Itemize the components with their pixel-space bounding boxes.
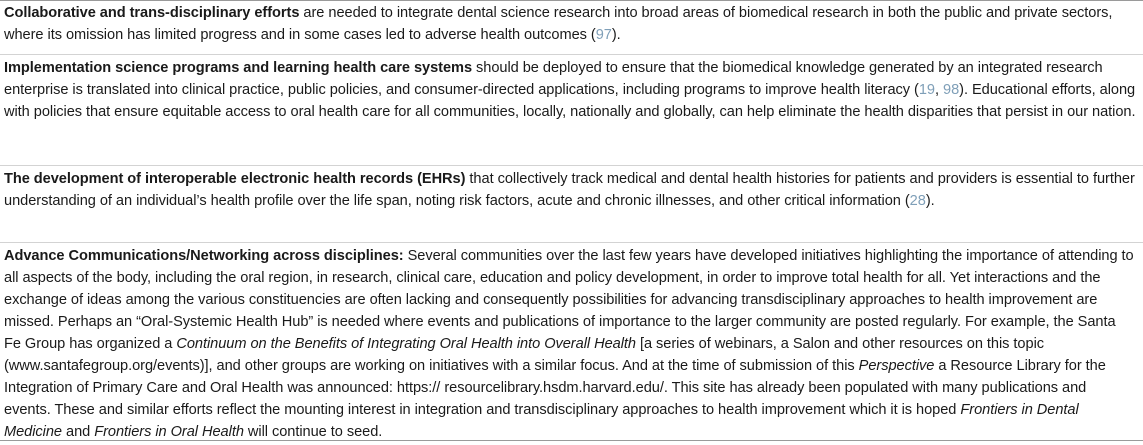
table-row-implementation-science — [4, 57, 1136, 123]
row-italic-title: Continuum on the Benefits of Integrating Oral Health into Overall Health — [176, 336, 636, 352]
table-row-interoperable-ehrs — [4, 168, 1136, 212]
table-top-rule — [0, 0, 1143, 1]
row-text: that collectively track medical and dental health histories for patients and providers is essential to further understanding of an individual’s health profile over the life span, noting risk factors, acute and chronic illnesses, and other critical information ( — [4, 171, 1135, 209]
table-bottom-rule — [0, 440, 1143, 441]
citation-link[interactable]: 19 — [918, 82, 935, 98]
citation-link[interactable]: 97 — [595, 27, 612, 43]
row-text: are needed to integrate dental science research into broad areas of biomedical research in both the public and private sectors, where its omission has limited progress and in some cases led to adverse health outcomes ( — [4, 5, 1113, 43]
row-italic-title: Frontiers in Oral Health — [94, 424, 244, 440]
row-text: ). — [925, 193, 935, 209]
row-heading: The development of interoperable electronic health records (EHRs) — [4, 171, 466, 187]
row-text: Several communities over the last few years have developed initiatives highlighting the importance of attending to all aspects of the body, including the oral region, in research, clinical care, education and policy development, in order to improve total health for all. Yet interactions and the exchange of ideas among the various constituencies are often lacking and consequently possibilities for advancing transdisciplinary approaches to health improvement are missed. Perhaps an “Oral-Systemic Health Hub” is needed where events and publications of importance to the larger community are posted regularly. For example, the Santa Fe Group has organized a — [4, 248, 1134, 352]
row-italic-title: Frontiers in Dental Medicine — [4, 402, 1079, 440]
row-italic-title: Perspective — [858, 358, 935, 374]
row-text: , — [934, 82, 943, 98]
row-separator — [0, 54, 1143, 55]
row-heading: Advance Communications/Networking across disciplines: — [4, 248, 404, 264]
table-row-advance-communications — [4, 245, 1136, 443]
row-separator — [0, 242, 1143, 243]
row-heading: Collaborative and trans-disciplinary efforts — [4, 5, 300, 21]
row-text: and — [62, 424, 95, 440]
row-text: ). — [611, 27, 621, 43]
table-row-collaborative-efforts — [4, 2, 1136, 46]
citation-link[interactable]: 98 — [943, 82, 960, 98]
row-text: [a series of webinars, a Salon and other resources on this topic (www.santafegroup.org/events)], and other groups are working on initiatives with a similar focus. And at the time of submission of this — [4, 336, 1045, 374]
row-text: should be deployed to ensure that the biomedical knowledge generated by an integrated research enterprise is translated into clinical practice, public policies, and consumer-directed applications, including programs to improve health literacy ( — [4, 60, 1103, 98]
row-text: will continue to seed. — [243, 424, 383, 440]
row-text: a Resource Library for the Integration of Primary Care and Oral Health was announced: https:// resourcelibrary.hsdm.harvard.edu/. This site has already been populated with many publications and events. These and similar efforts reflect the mounting interest in integration and transdisciplinary approaches to health improvement which it is hoped — [4, 358, 1106, 418]
row-heading: Implementation science programs and learning health care systems — [4, 60, 473, 76]
citation-link[interactable]: 28 — [909, 193, 926, 209]
row-separator — [0, 165, 1143, 166]
row-text: ). Educational efforts, along with policies that ensure equitable access to oral health care for all communities, locally, nationally and globally, can help eliminate the health disparities that persist in our nation. — [4, 82, 1136, 120]
